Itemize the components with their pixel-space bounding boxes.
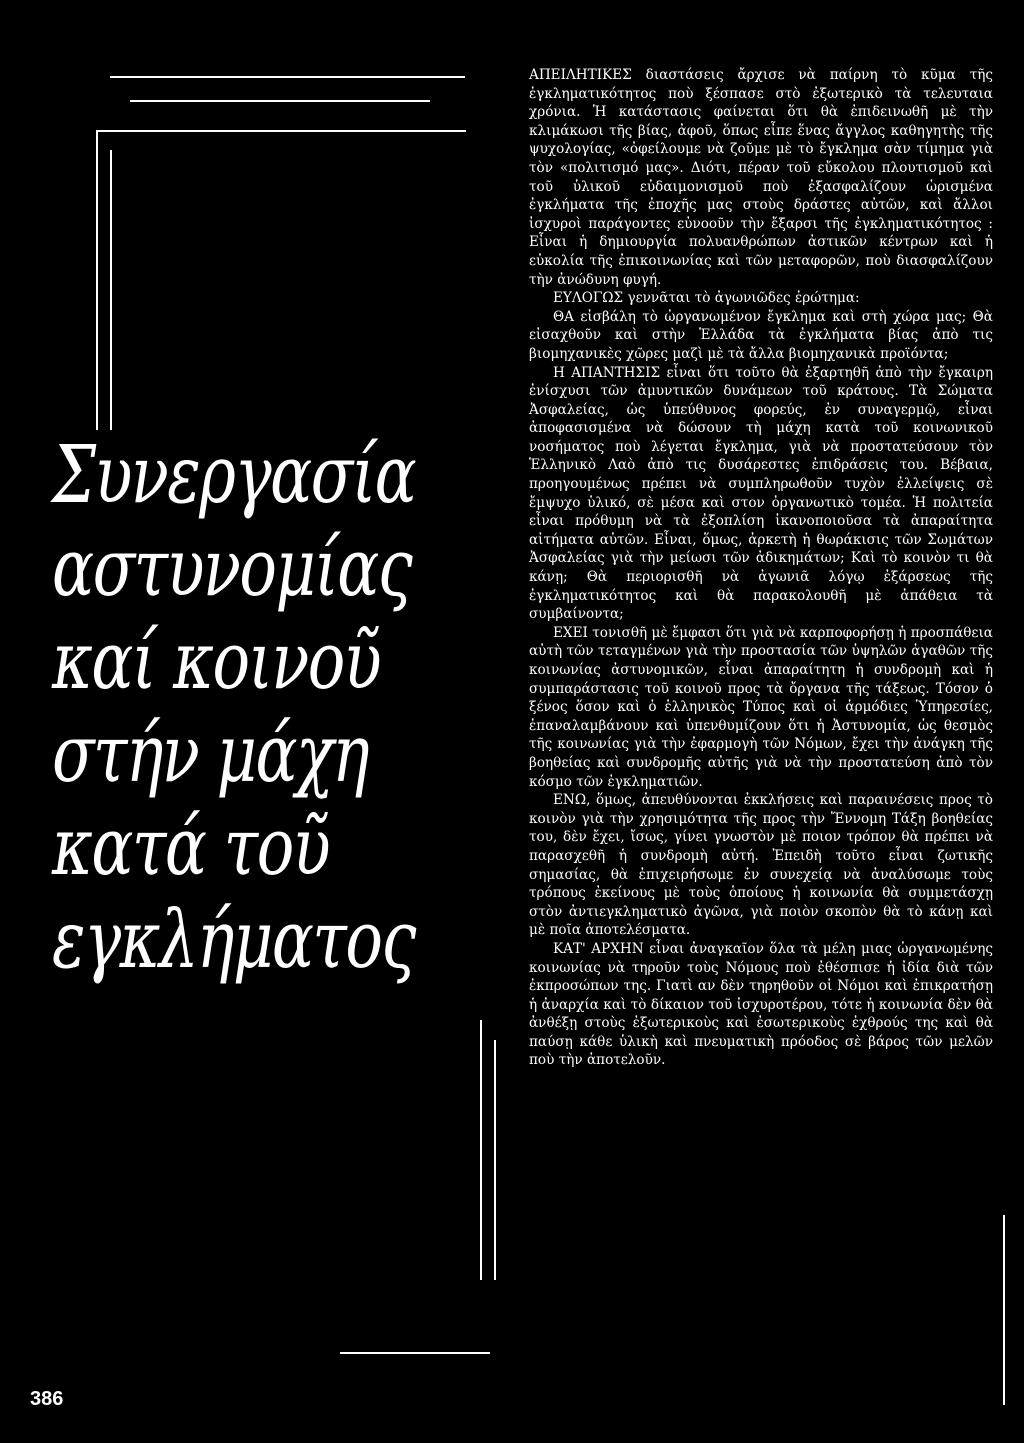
paragraph: Η ΑΠΑΝΤΗΣΙΣ εἶναι ὅτι τοῦτο θὰ ἐξαρτηθῆ ἀπὸ τὴν ἔγκαιρη ἐνίσχυσι τῶν ἀμυντικῶν δυνάμεων τοῦ κράτους. Τὰ Σώματα Ἀσφαλείας, ὡς ὑπεύθυνος φορεύς, ἐν συναγερμῷ, εἶναι ἀποφασισμένα νὰ δώσουν τὴ μάχη κατὰ τοῦ κοινωνικοῦ νοσήματος ποὺ λέγεται ἔγκλημα, γιὰ νὰ προστατεύσουν τὸν Ἑλληνικὸ Λαὸ ἀπὸ τις δυσάρεστες ἐπιδράσεις του. Βέβαια, προηγουμένως πρέπει νὰ συμπληρωθοῦν τυχὸν ἐλλείψεις σὲ ἔμψυχο ὑλικό, σὲ μέσα καὶ στον ὀργανωτικὸ τομέα. Ἡ πολιτεία εἶναι πρόθυμη νὰ τὰ ἐξοπλίση ἱκανοποιοῦσα τὰ ἀπαραίτητα αἰτήματα αὐτῶν. Εἶναι, ὅμως, ἀρκετὴ ἡ θωράκισις τῶν Σωμάτων Ἀσφαλείας γιὰ τὴν μείωσι τῶν ἀδικημάτων; Καὶ τὸ κοινὸν τι θὰ κάνῃ; Θὰ περιορισθῆ νὰ ἀγωνιᾶ λόγῳ ἐξάρσεως τῆς ἐγκληματικότητος καὶ θὰ παρακολουθῆ μὲ ἀπάθεια τὰ συμβαίνοντα; [529,364,993,623]
article-title [52,428,416,986]
page-number: 386 [30,1388,64,1410]
title-line: αστυνομίας [52,521,412,614]
paragraph: ΕΥΛΟΓΩΣ γεννᾶται τὸ ἀγωνιῶδες ἐρώτημα: [553,290,860,307]
column-edge-rule [1003,1215,1005,1405]
paragraph: ΚΑΤ' ΑΡΧΗΝ εἶναι ἀναγκαῖον ὅλα τὰ μέλη μιας ὠργανωμένης κοινωνίας νὰ τηροῦν τοὺς Νόμους ποὺ ἐθέσπισε ἡ ἰδία διὰ τῶν ἐκπροσώπων της. Γιατὶ αν δὲν τηρηθοῦν οἱ Νόμοι καὶ ἐπικρατήσῃ ἡ ἀναρχία καὶ τὸ δίκαιον τοῦ ἰσχυροτέρου, τότε ἡ κοινωνία δὲν θὰ ἀνθέξῃ στοὺς ἐξωτερικοὺς καὶ ἐσωτερικοὺς ἐχθρούς της καὶ θὰ παύσῃ κάθε ὑλικὴ καὶ πνευματικὴ πρόοδος σὲ βάρος τῶν μελῶν ποὺ τὴν ἀποτελοῦν. [529,940,993,1069]
top-rule-2 [130,100,430,102]
paragraph: ΕΝΩ, ὅμως, ἀπευθύνονται ἐκκλήσεις καὶ παραινέσεις προς τὸ κοινὸν γιὰ τὴν χρησιμότητα τῆς προς τὴν Ἔννομη Τάξη βοηθείας του, δὲν ἔχει, ἴσως, γίνει γνωστὸν μὲ ποιον τρόπον θὰ πρέπει νὰ παρασχεθῆ ἡ συνδρομὴ αὐτή. Ἐπειδὴ τοῦτο εἶναι ζωτικῆς σημασίας, θὰ ἐπιχειρήσωμε ἐν συνεχείᾳ νὰ ἀναλύσωμε τοὺς τρόπους ἐκείνους μὲ τοὺς ὁποίους ἡ κοινωνία θὰ συμμετάσχῃ στὸν ἀντιεγκληματικὸ ἀγῶνα, γιὰ ποιὸν σκοπὸν θὰ τὸ κάνῃ καὶ μὲ ποῖα ἀποτελέσματα. [529,792,993,939]
vertical-rule-left-2 [110,150,112,430]
article-body [529,66,993,1070]
paragraph: ΘΑ εἰσβάλη τὸ ὠργανωμένον ἔγκλημα καὶ στὴ χώρα μας; Θὰ εἰσαχθοῦν καὶ στὴν Ἑλλάδα τὰ ἐγκλήματα βίας ἀπὸ τις βιομηχανικὲς χῶρες μαζὶ μὲ τὰ ἄλλα βιομηχανικὰ προϊόντα; [529,308,993,362]
title-line: στήν μάχη [52,707,369,800]
top-rule-3 [96,130,466,132]
title-line: Συνεργασία [52,428,416,521]
bottom-rule-1 [340,1352,490,1354]
paragraph: ΕΧΕΙ τονισθῆ μὲ ἔμφασι ὅτι γιὰ νὰ καρποφορήσῃ ἡ προσπάθεια αὐτὴ τῶν τεταγμένων γιὰ τὴν προστασία τῶν ὑψηλῶν ἀγαθῶν τῆς κοινωνίας ἀστυνομικῶν, εἶναι ἀπαραίτητη ἡ συνδρομὴ καὶ ἡ συμπαράστασις τοῦ κοινοῦ προς τὰ ὄργανα τῆς τάξεως. Τόσον ὁ ξένος ὅσον καὶ ὁ ἑλληνικὸς Τύπος καὶ οἱ ἁρμόδιες Ὑπηρεσίες, ἐπαναλαμβάνουν καὶ ὑπενθυμίζουν ὅτι ἡ Ἀστυνομία, ὡς θεσμὸς τῆς κοινωνίας γιὰ τὴν ἐφαρμογὴ τῶν Νόμων, ἔχει τὴν ἀνάγκη τῆς βοηθείας καὶ συνδρομῆς αὐτῆς γιὰ νὰ τὴν προστατεύση ἀπὸ τὸν κόσμο τῶν ἐγκληματιῶν. [529,624,993,790]
title-line: καί κοινοῦ [52,614,381,707]
title-line: εγκλήματος [52,893,415,986]
title-line: κατά τοῦ [52,800,330,893]
vertical-rule-right-1 [480,1020,482,1280]
vertical-rule-right-2 [494,1040,496,1280]
top-rule-1 [110,76,465,78]
vertical-rule-left-1 [96,130,98,430]
paragraph: ΑΠΕΙΛΗΤΙΚΕΣ διαστάσεις ἄρχισε νὰ παίρνη τὸ κῦμα τῆς ἐγκληματικότητος ποὺ ξέσπασε στὸ ἐξωτερικὸ τὰ τελευταια χρόνια. Ἡ κατάστασις φαίνεται ὅτι θὰ ἐπιδεινωθῆ μὲ τὴν κλιμάκωσι τῆς βίας, ἀφοῦ, ὅπως εἶπε ἕνας ἄγγλος καθηγητὴς τῆς ψυχολογίας, «ὀφείλουμε νὰ ζοῦμε μὲ τὸ ἔγκλημα σὰν τίμημα γιὰ τὸν «πολιτισμό μας». Διότι, πέραν τοῦ εὔκολου πλουτισμοῦ καὶ τοῦ ὑλικοῦ εὐδαιμονισμοῦ ποὺ ἐξασφαλίζουν ὡρισμένα ἐγκλήματα τῆς ἐποχῆς μας στοὺς δράστες αὐτῶν, καὶ ἄλλοι ἰσχυροὶ παράγοντες εὐνοοῦν τὴν ἔξαρσι τῆς ἐγκληματικότητος : Εἶναι ἡ δημιουργία πολυανθρώπων ἀστικῶν κέντρων καὶ ἡ εὐκολία τῆς ἐπικοινωνίας καὶ τῶν μεταφορῶν, ποὺ διασφαλίζουν τὴν ἀνώδυνη φυγή. [529,67,993,288]
